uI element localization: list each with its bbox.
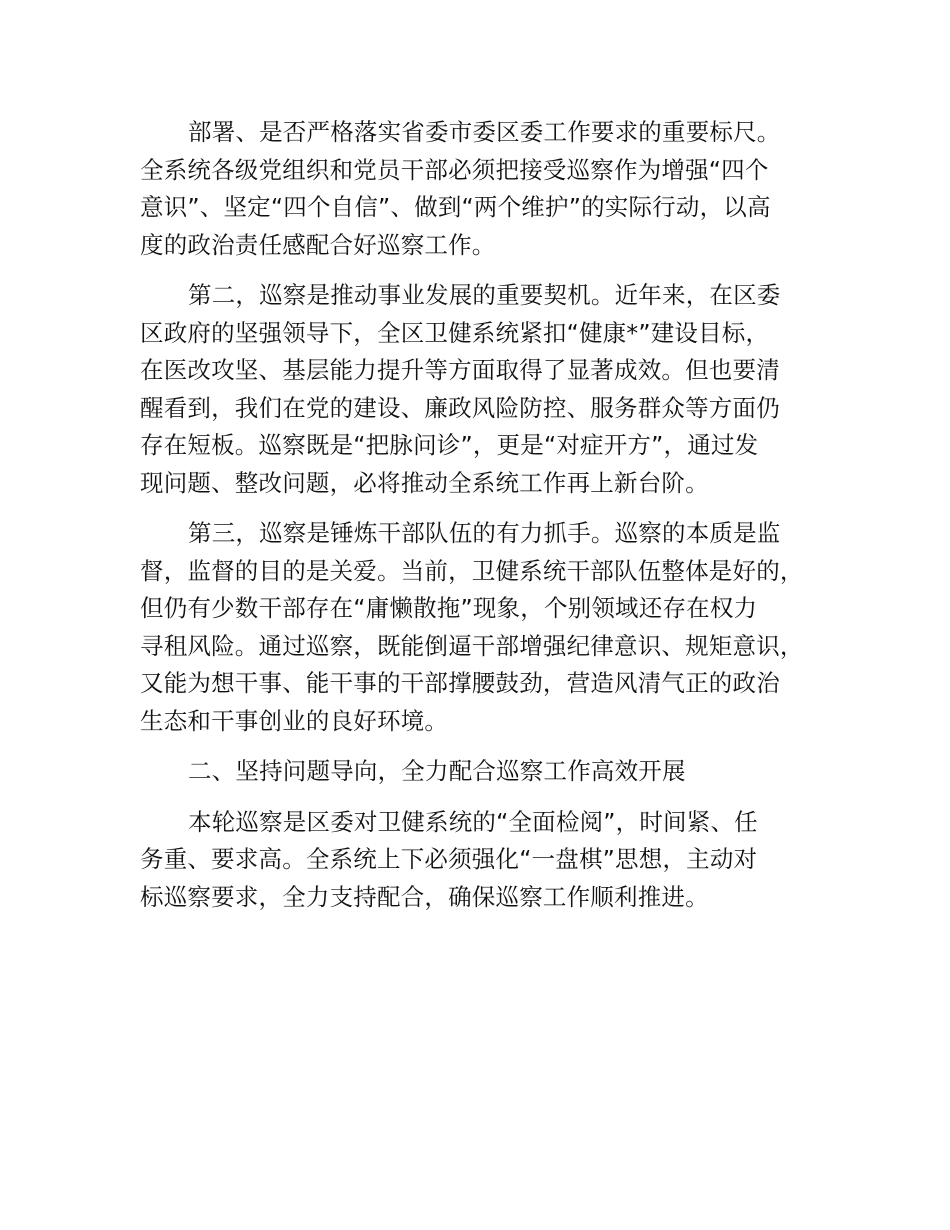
paragraph-line: 区政府的坚强领导下，全区卫健系统紧扣“健康*”建设目标， xyxy=(140,318,770,347)
paragraph-line: 督，监督的目的是关爱。当前，卫健系统干部队伍整体是好的， xyxy=(140,556,804,585)
paragraph-line: 寻租风险。通过巡察，既能倒逼干部增强纪律意识、规矩意识， xyxy=(140,631,804,660)
document-body xyxy=(140,114,830,929)
paragraph-line: 意识”、坚定“四个自信”、做到“两个维护”的实际行动，以高 xyxy=(140,193,771,221)
paragraph-line: 务重、要求高。全系统上下必须强化“一盘棋”思想，主动对 xyxy=(140,845,758,873)
section-heading-text: 二、坚持问题导向，全力配合巡察工作高效开展 xyxy=(188,757,686,785)
paragraph-line: 全系统各级党组织和党员干部必须把接受巡察作为增强“四个 xyxy=(140,155,769,184)
section-heading xyxy=(140,753,830,791)
paragraph-line: 标巡察要求，全力支持配合，确保巡察工作顺利推进。 xyxy=(140,882,709,911)
paragraph-line: 存在短板。巡察既是“把脉问诊”，更是“对症开方”，通过发 xyxy=(140,431,759,459)
paragraph-line: 现问题、整改问题，必将推动全系统工作再上新台阶。 xyxy=(140,468,709,497)
paragraph-line: 第二，巡察是推动事业发展的重要契机。近年来，在区委 xyxy=(188,281,781,309)
paragraph-line: 度的政治责任感配合好巡察工作。 xyxy=(140,230,496,259)
paragraph-line: 但仍有少数干部存在“庸懒散拖”现象，个别领域还存在权力 xyxy=(140,594,758,622)
paragraph-3 xyxy=(140,515,830,740)
paragraph-line: 部署、是否严格落实省委市委区委工作要求的重要标尺。 xyxy=(188,118,781,146)
paragraph-line: 醒看到，我们在党的建设、廉政风险防控、服务群众等方面仍 xyxy=(140,393,780,422)
paragraph-line: 第三，巡察是锤炼干部队伍的有力抓手。巡察的本质是监 xyxy=(188,519,781,547)
paragraph-2 xyxy=(140,277,830,502)
paragraph-line: 生态和干事创业的良好环境。 xyxy=(140,706,449,735)
paragraph-line: 本轮巡察是区委对卫健系统的“全面检阅”，时间紧、任 xyxy=(188,807,758,836)
paragraph-1 xyxy=(140,114,830,264)
paragraph-5 xyxy=(140,804,830,917)
paragraph-line: 又能为想干事、能干事的干部撑腰鼓劲，营造风清气正的政治 xyxy=(140,669,780,697)
paragraph-line: 在医改攻坚、基层能力提升等方面取得了显著成效。但也要清 xyxy=(140,356,780,384)
